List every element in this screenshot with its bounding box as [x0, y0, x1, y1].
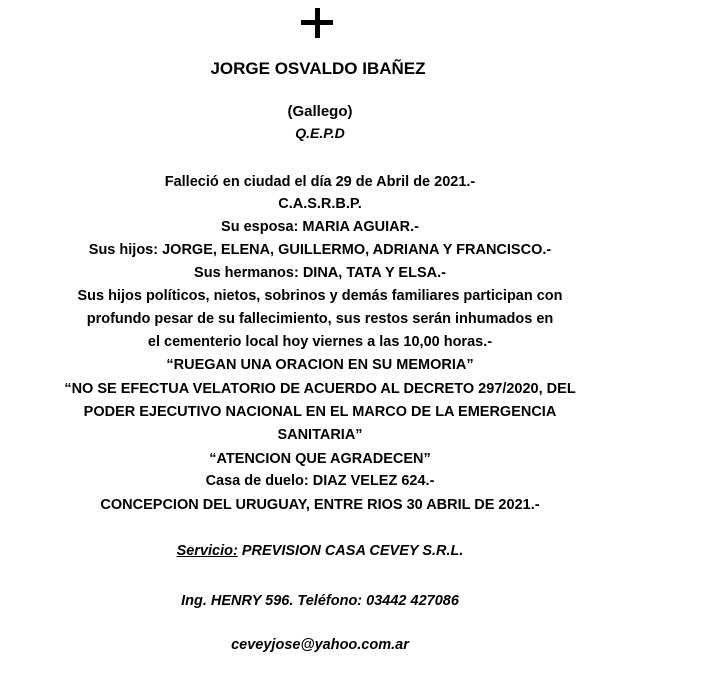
service-label: Servicio:	[176, 543, 238, 559]
death-announcement: Falleció en ciudad el día 29 de Abril de 2021.-	[164, 174, 476, 190]
spouse-line: Su esposa: MARIA AGUIAR.-	[221, 219, 419, 235]
prayer-request: “RUEGAN UNA ORACION EN SU MEMORIA”	[166, 357, 474, 373]
acronym-line: C.A.S.R.B.P.	[278, 196, 362, 212]
thanks-line: “ATENCION QUE AGRADECEN”	[209, 451, 431, 467]
latin-cross-icon	[301, 8, 333, 38]
service-address: Ing. HENRY 596. Teléfono: 03442 427086	[181, 593, 459, 609]
decree-line-3: SANITARIA”	[277, 427, 363, 443]
qepd-text: Q.E.P.D	[295, 125, 345, 141]
family-line-3: el cementerio local hoy viernes a las 10,00 horas.-	[147, 334, 493, 350]
deceased-name: JORGE OSVALDO IBAÑEZ	[210, 59, 426, 78]
family-line-2: profundo pesar de su fallecimiento, sus restos serán inhumados en	[86, 311, 554, 327]
nickname: (Gallego)	[287, 103, 353, 120]
siblings-line: Sus hermanos: DINA, TATA Y ELSA.-	[194, 265, 446, 281]
children-line: Sus hijos: JORGE, ELENA, GUILLERMO, ADRIANA Y FRANCISCO.-	[88, 242, 552, 258]
family-line-1: Sus hijos políticos, nietos, sobrinos y demás familiares participan con	[77, 288, 563, 304]
service-line	[0, 542, 640, 560]
place-date-line: CONCEPCION DEL URUGUAY, ENTRE RIOS 30 ABRIL DE 2021.-	[100, 497, 540, 513]
decree-line-1: “NO SE EFECTUA VELATORIO DE ACUERDO AL DECRETO 297/2020, DEL	[64, 381, 576, 397]
decree-line-2: PODER EJECUTIVO NACIONAL EN EL MARCO DE LA EMERGENCIA	[83, 404, 557, 420]
service-name: PREVISION CASA CEVEY S.R.L.	[237, 543, 464, 559]
mourning-house-line: Casa de duelo: DIAZ VELEZ 624.-	[205, 473, 435, 489]
service-email[interactable]: ceveyjose@yahoo.com.ar	[231, 637, 409, 653]
